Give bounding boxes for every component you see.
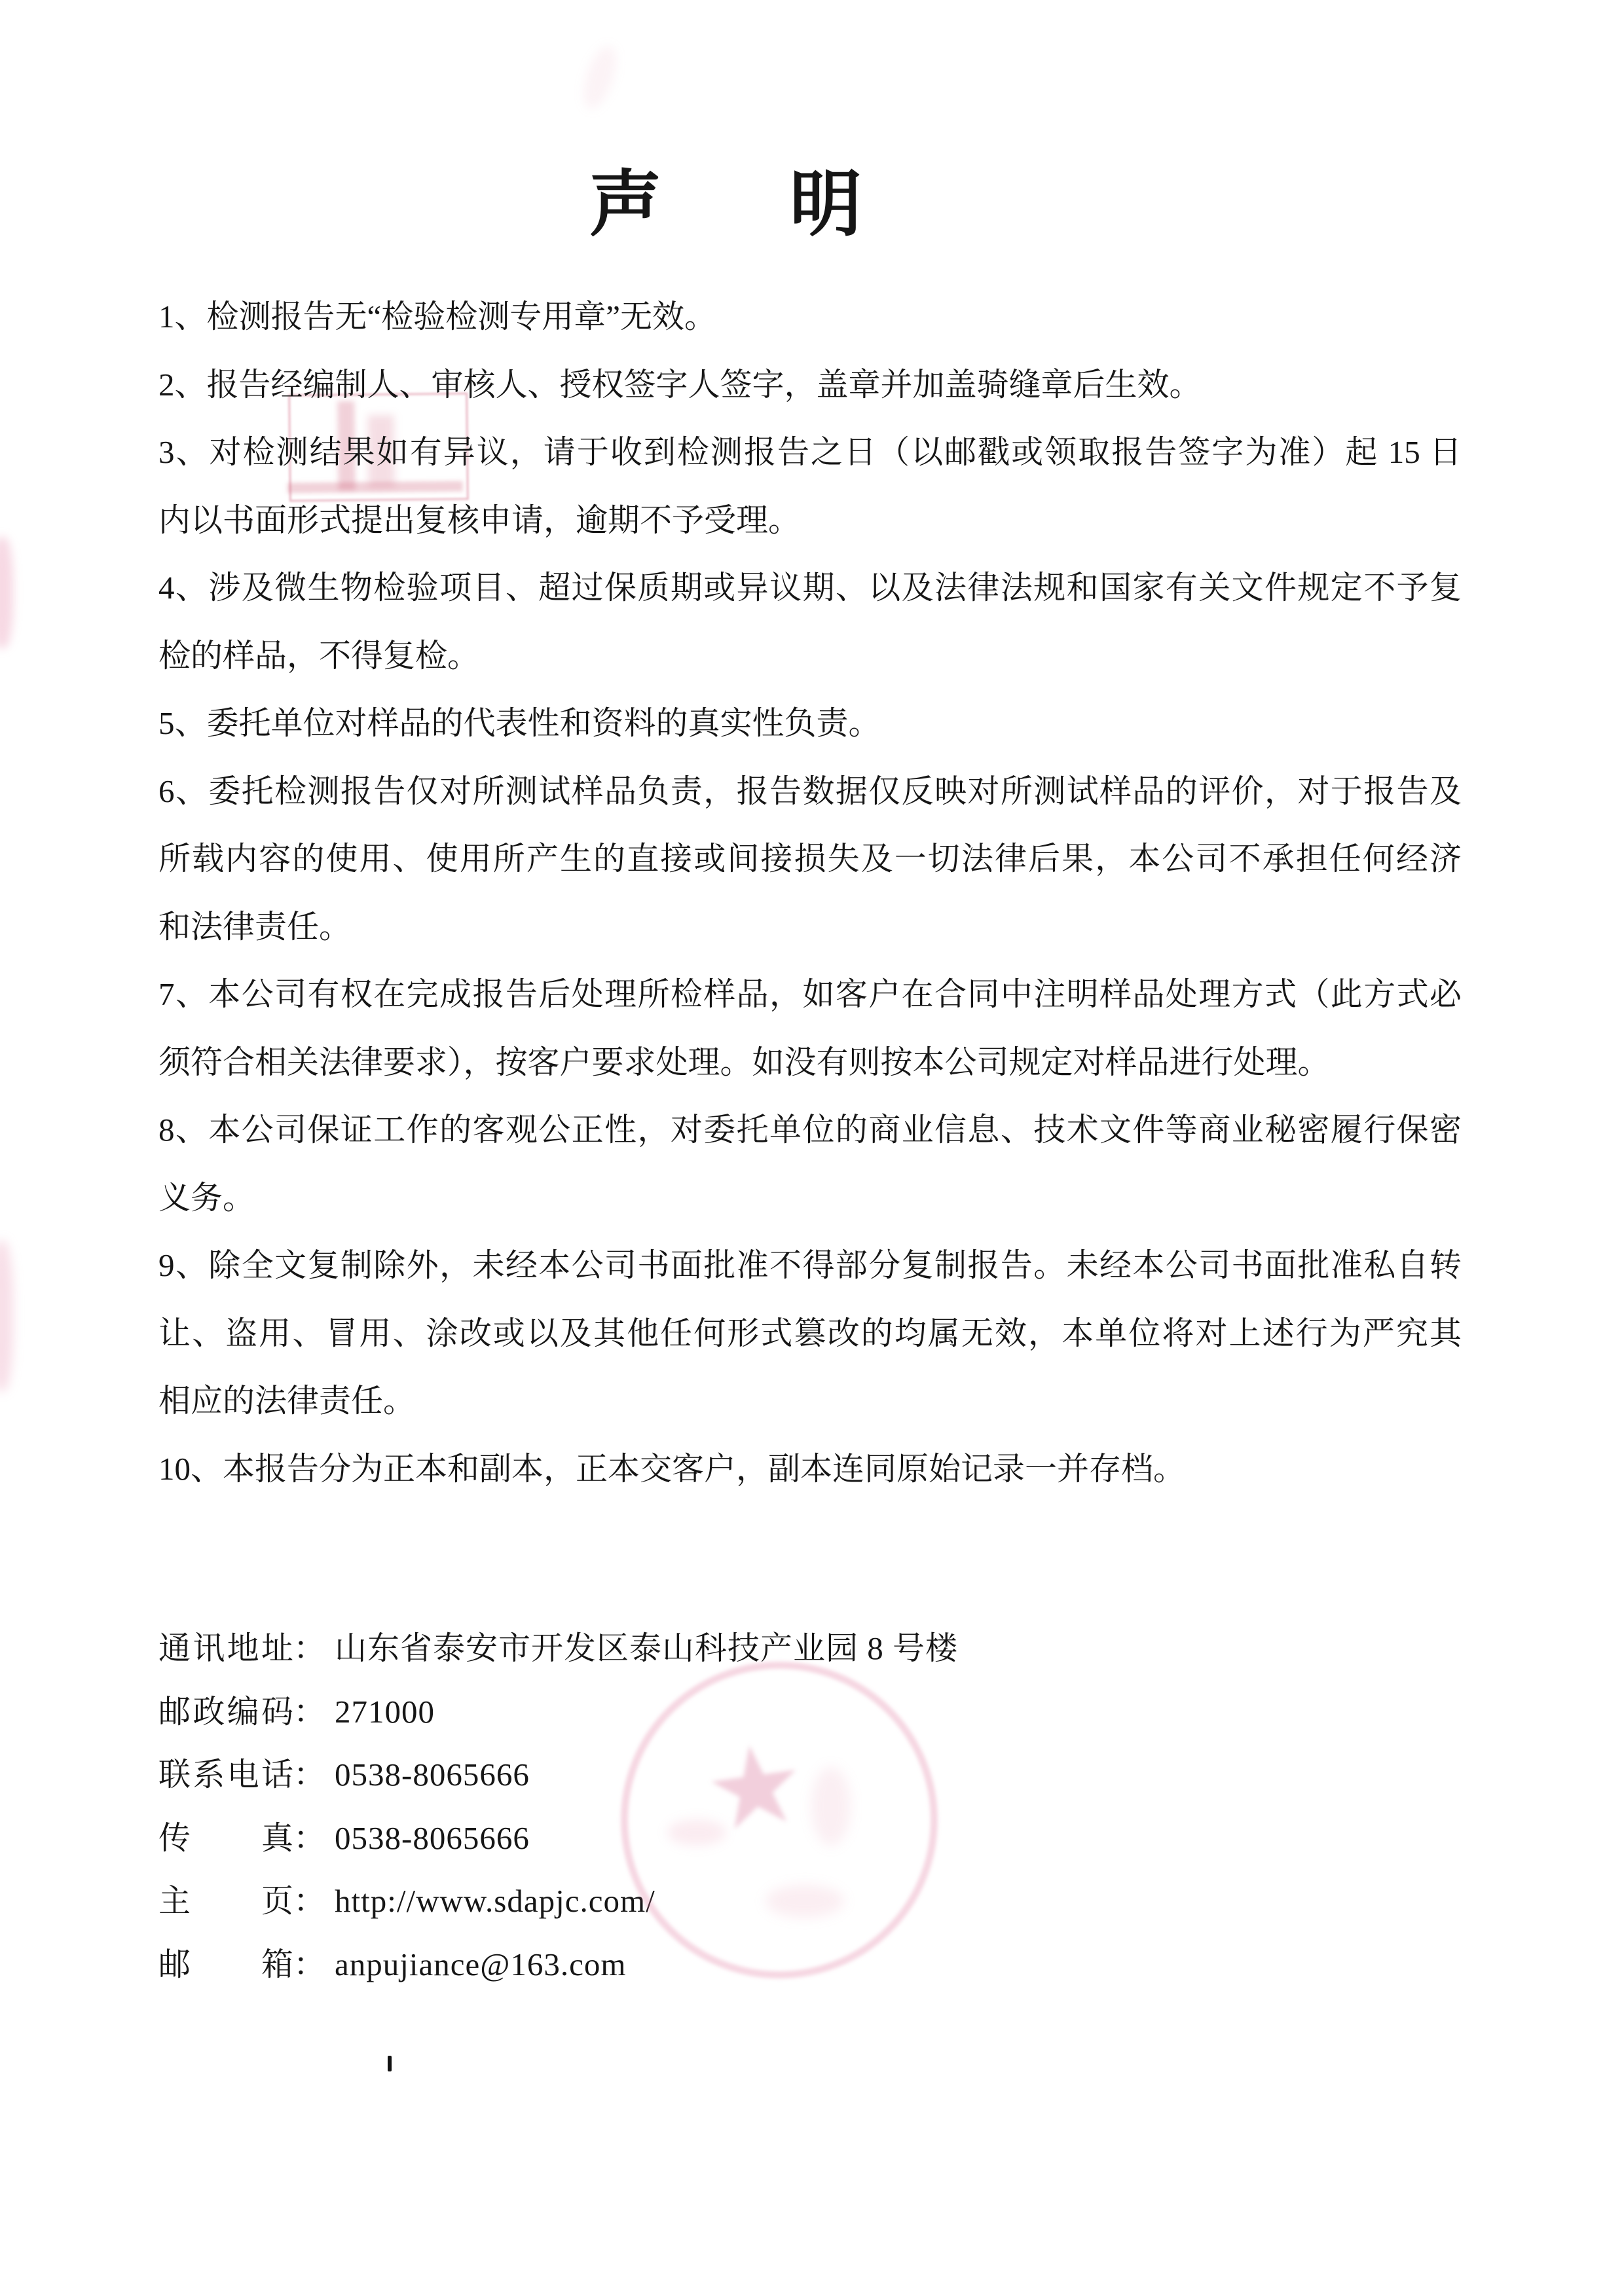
statement-lines — [158, 283, 1462, 1503]
contact-colon: ： — [293, 1693, 326, 1730]
contact-row — [158, 1933, 1462, 1997]
contact-label: 邮 政 编 码 — [158, 1693, 293, 1730]
statement-line: 相应的法律责任。 — [158, 1383, 416, 1419]
contact-colon: ： — [293, 1630, 326, 1666]
contact-label: 主 页 — [158, 1883, 293, 1919]
contact-row — [158, 1743, 1462, 1807]
statement-line: 6、委托检测报告仅对所测试样品负责，报告数据仅反映对所测试样品的评价，对于报告及 — [158, 773, 1462, 809]
contact-value: 0538-8065666 — [335, 1819, 530, 1856]
statement-line: 9、除全文复制除外，未经本公司书面批准不得部分复制报告。未经本公司书面批准私自转 — [158, 1247, 1462, 1283]
page-title — [589, 165, 862, 245]
contact-row — [158, 1681, 1462, 1744]
statement-line: 8、本公司保证工作的客观公正性，对委托单位的商业信息、技术文件等商业秘密履行保密 — [158, 1112, 1462, 1148]
contact-row — [158, 1617, 1462, 1681]
statement-line: 4、涉及微生物检验项目、超过保质期或异议期、以及法律法规和国家有关文件规定不予复 — [158, 570, 1462, 606]
contact-label: 传 真 — [158, 1819, 293, 1856]
statement-line: 所载内容的使用、使用所产生的直接或间接损失及一切法律后果，本公司不承担任何经济 — [158, 841, 1462, 877]
contact-row — [158, 1870, 1462, 1933]
contact-colon: ： — [293, 1819, 326, 1856]
statement-line: 检的样品，不得复检。 — [158, 637, 480, 674]
title-char-2: 明 — [790, 165, 862, 245]
statement-line: 5、委托单位对样品的代表性和资料的真实性负责。 — [158, 705, 881, 741]
statement-line: 和法律责任。 — [158, 908, 352, 945]
contact-value: 0538-8065666 — [335, 1757, 530, 1793]
contact-value: http://www.sdapjc.com/ — [335, 1883, 655, 1919]
statement-line: 3、对检测结果如有异议，请于收到检测报告之日（以邮戳或领取报告签字为准）起 15 日 — [158, 434, 1462, 470]
contact-value: 山东省泰安市开发区泰山科技产业园 8 号楼 — [335, 1630, 959, 1666]
contact-colon: ： — [293, 1757, 326, 1793]
contact-value: anpujiance@163.com — [335, 1946, 627, 1982]
edge-ink-smudge — [0, 537, 13, 648]
statement-line: 内以书面形式提出复核申请，逾期不予受理。 — [158, 501, 801, 538]
statement-line: 2、报告经编制人、审核人、授权签字人签字，盖章并加盖骑缝章后生效。 — [158, 366, 1202, 403]
contact-colon: ： — [293, 1946, 326, 1982]
contact-label: 通 讯 地 址 — [158, 1630, 293, 1666]
corner-ink-smudge — [578, 42, 623, 112]
contact-colon: ： — [293, 1883, 326, 1919]
statement-line: 义务。 — [158, 1179, 255, 1216]
title-char-1: 声 — [589, 165, 661, 245]
contact-label: 联 系 电 话 — [158, 1757, 293, 1793]
contact-label: 邮 箱 — [158, 1946, 293, 1982]
statement-line: 10、本报告分为正本和副本，正本交客户，副本连同原始记录一并存档。 — [158, 1450, 1186, 1487]
stray-tick-mark — [388, 2056, 392, 2071]
statement-line: 须符合相关法律要求），按客户要求处理。如没有则按本公司规定对样品进行处理。 — [158, 1044, 1330, 1080]
statement-line: 7、本公司有权在完成报告后处理所检样品，如客户在合同中注明样品处理方式（此方式必 — [158, 976, 1462, 1012]
statement-line: 1、检测报告无“检验检测专用章”无效。 — [158, 299, 716, 335]
contact-value: 271000 — [335, 1693, 435, 1730]
statement-line: 让、盗用、冒用、涂改或以及其他任何形式篡改的均属无效，本单位将对上述行为严究其 — [158, 1315, 1462, 1351]
edge-ink-smudge — [0, 1241, 13, 1391]
seal-star-icon: ★ — [696, 1716, 814, 1859]
contact-row — [158, 1807, 1462, 1870]
contact-block — [158, 1617, 1462, 1996]
